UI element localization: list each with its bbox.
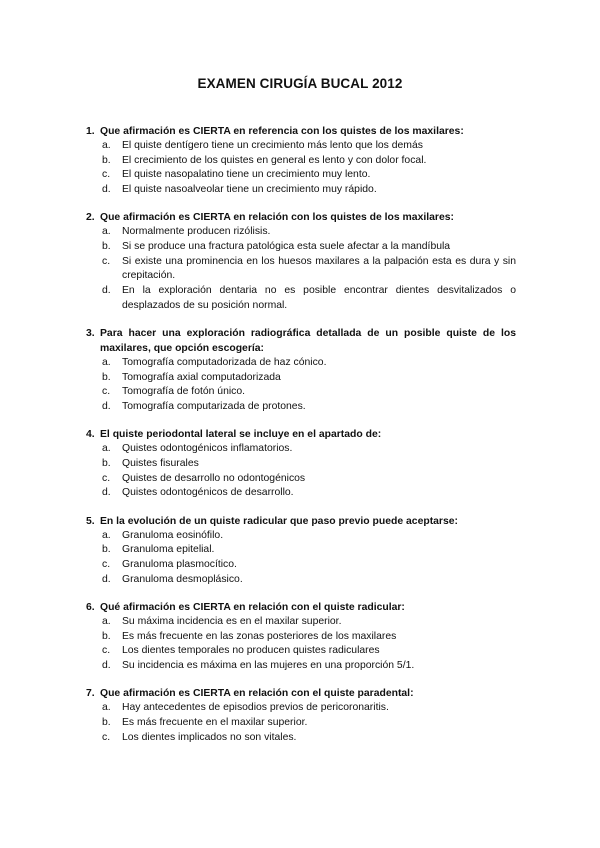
option-letter: a. <box>102 226 111 238</box>
option-letter: a. <box>102 357 111 369</box>
option-letter: b. <box>102 716 111 728</box>
question-number: 3. <box>86 328 95 340</box>
option-text: Granuloma epitelial. <box>122 544 215 556</box>
answer-option <box>86 457 516 472</box>
option-text: Hay antecedentes de episodios previos de pericoronaritis. <box>122 702 389 714</box>
option-list <box>86 615 516 674</box>
option-text: El quiste dentígero tiene un crecimiento más lento que los demás <box>122 140 423 151</box>
option-letter: a. <box>102 529 111 541</box>
question-2 <box>86 210 516 313</box>
answer-option <box>86 573 516 588</box>
option-text: Normalmente producen rizólisis. <box>122 226 271 238</box>
question-header <box>86 514 516 529</box>
answer-option <box>86 558 516 573</box>
question-text: El quiste periodontal lateral se incluye en el apartado de: <box>100 429 382 441</box>
option-letter: c. <box>102 559 111 571</box>
question-number: 1. <box>86 126 95 137</box>
option-letter: b. <box>102 630 111 642</box>
question-number: 4. <box>86 429 95 441</box>
option-letter: c. <box>102 386 111 398</box>
option-text: Quistes odontogénicos de desarrollo. <box>122 487 294 499</box>
option-text: El quiste nasoalveolar tiene un crecimiento muy rápido. <box>122 184 377 196</box>
option-letter: b. <box>102 371 111 383</box>
answer-option <box>86 615 516 630</box>
question-7 <box>86 686 516 745</box>
option-letter: b. <box>102 241 111 253</box>
option-list <box>86 442 516 501</box>
option-letter: d. <box>102 285 111 297</box>
question-text: Que afirmación es CIERTA en referencia con los quistes de los maxilares: <box>100 126 464 137</box>
answer-option <box>86 731 516 746</box>
question-list <box>86 124 516 758</box>
question-number: 6. <box>86 601 95 613</box>
option-text: Tomografía de fotón único. <box>122 386 246 398</box>
option-text: Quistes fisurales <box>122 458 199 470</box>
answer-option <box>86 630 516 645</box>
answer-option <box>86 168 516 183</box>
answer-option <box>86 659 516 674</box>
answer-option <box>86 701 516 716</box>
question-header <box>86 600 516 615</box>
option-text: Quistes odontogénicos inflamatorios. <box>122 443 293 455</box>
option-letter: c. <box>102 645 111 657</box>
option-text: En la exploración dentaria no es posible encontrar dientes desvitalizados o desplazados de su posición normal. <box>122 285 516 311</box>
answer-option <box>86 154 516 169</box>
question-number: 5. <box>86 515 95 527</box>
option-text: Los dientes temporales no producen quistes radiculares <box>122 645 380 657</box>
option-text: El crecimiento de los quistes en general es lento y con dolor focal. <box>122 154 427 166</box>
exam-title: EXAMEN CIRUGÍA BUCAL 2012 <box>197 76 403 91</box>
answer-option <box>86 371 516 386</box>
option-text: Granuloma eosinófilo. <box>122 529 224 541</box>
answer-option <box>86 385 516 400</box>
option-letter: d. <box>102 660 111 672</box>
option-letter: d. <box>102 401 111 413</box>
answer-option <box>86 472 516 487</box>
option-letter: c. <box>102 255 111 267</box>
option-text: Tomografía computadorizada de haz cónico. <box>122 357 327 369</box>
question-header <box>86 124 516 139</box>
answer-option <box>86 529 516 544</box>
option-letter: d. <box>102 184 111 196</box>
answer-option <box>86 486 516 501</box>
question-header <box>86 427 516 442</box>
option-text: Tomografía axial computadorizada <box>122 371 281 383</box>
answer-option <box>86 644 516 659</box>
option-letter: d. <box>102 573 111 585</box>
option-text: El quiste nasopalatino tiene un crecimiento muy lento. <box>122 169 371 181</box>
option-text: Si se produce una fractura patológica esta suele afectar a la mandíbula <box>122 241 451 253</box>
option-letter: a. <box>102 140 111 151</box>
question-3 <box>86 326 516 415</box>
option-text: Su incidencia es máxima en las mujeres en una proporción 5/1. <box>122 660 415 672</box>
answer-option <box>86 356 516 371</box>
option-text: Es más frecuente en las zonas posteriores de los maxilares <box>122 630 397 642</box>
option-list <box>86 701 516 745</box>
option-text: Si existe una prominencia en los huesos maxilares a la palpación esta es dura y sin crepitación. <box>122 255 516 282</box>
option-letter: a. <box>102 615 111 627</box>
answer-option <box>86 255 516 284</box>
answer-option <box>86 543 516 558</box>
answer-option <box>86 139 516 154</box>
option-text: Granuloma desmoplásico. <box>122 573 243 585</box>
option-letter: d. <box>102 487 111 499</box>
option-text: Granuloma plasmocítico. <box>122 559 237 571</box>
option-list <box>86 225 516 313</box>
answer-option <box>86 400 516 415</box>
option-text: Los dientes implicados no son vitales. <box>122 731 297 743</box>
question-header <box>86 326 516 356</box>
option-list <box>86 529 516 588</box>
option-letter: b. <box>102 544 111 556</box>
question-number: 7. <box>86 688 95 700</box>
question-text: En la evolución de un quiste radicular que paso previo puede aceptarse: <box>100 515 458 527</box>
answer-option <box>86 183 516 198</box>
option-list <box>86 356 516 415</box>
question-text: Qué afirmación es CIERTA en relación con el quiste radicular: <box>100 601 405 613</box>
question-text: Que afirmación es CIERTA en relación con los quistes de los maxilares: <box>100 212 454 224</box>
question-text: Que afirmación es CIERTA en relación con el quiste paradental: <box>100 688 414 700</box>
option-text: Quistes de desarrollo no odontogénicos <box>122 472 306 484</box>
question-4 <box>86 427 516 501</box>
question-5 <box>86 514 516 588</box>
option-letter: b. <box>102 458 111 470</box>
option-letter: a. <box>102 443 111 455</box>
question-header <box>86 210 516 225</box>
option-text: Su máxima incidencia es en el maxilar superior. <box>122 615 342 627</box>
question-6 <box>86 600 516 674</box>
answer-option <box>86 442 516 457</box>
question-header <box>86 686 516 701</box>
question-text: Para hacer una exploración radiográfica detallada de un posible quiste de los maxilares, que opción escogería: <box>100 328 516 355</box>
option-letter: a. <box>102 702 111 714</box>
answer-option <box>86 240 516 255</box>
question-number: 2. <box>86 212 95 224</box>
option-letter: b. <box>102 154 111 166</box>
option-text: Tomografía computarizada de protones. <box>122 401 306 413</box>
option-text: Es más frecuente en el maxilar superior. <box>122 716 308 728</box>
answer-option <box>86 225 516 240</box>
option-letter: c. <box>102 731 111 743</box>
answer-option <box>86 716 516 731</box>
option-letter: c. <box>102 472 111 484</box>
option-list <box>86 139 516 198</box>
option-letter: c. <box>102 169 111 181</box>
question-1 <box>86 124 516 198</box>
answer-option <box>86 284 516 313</box>
